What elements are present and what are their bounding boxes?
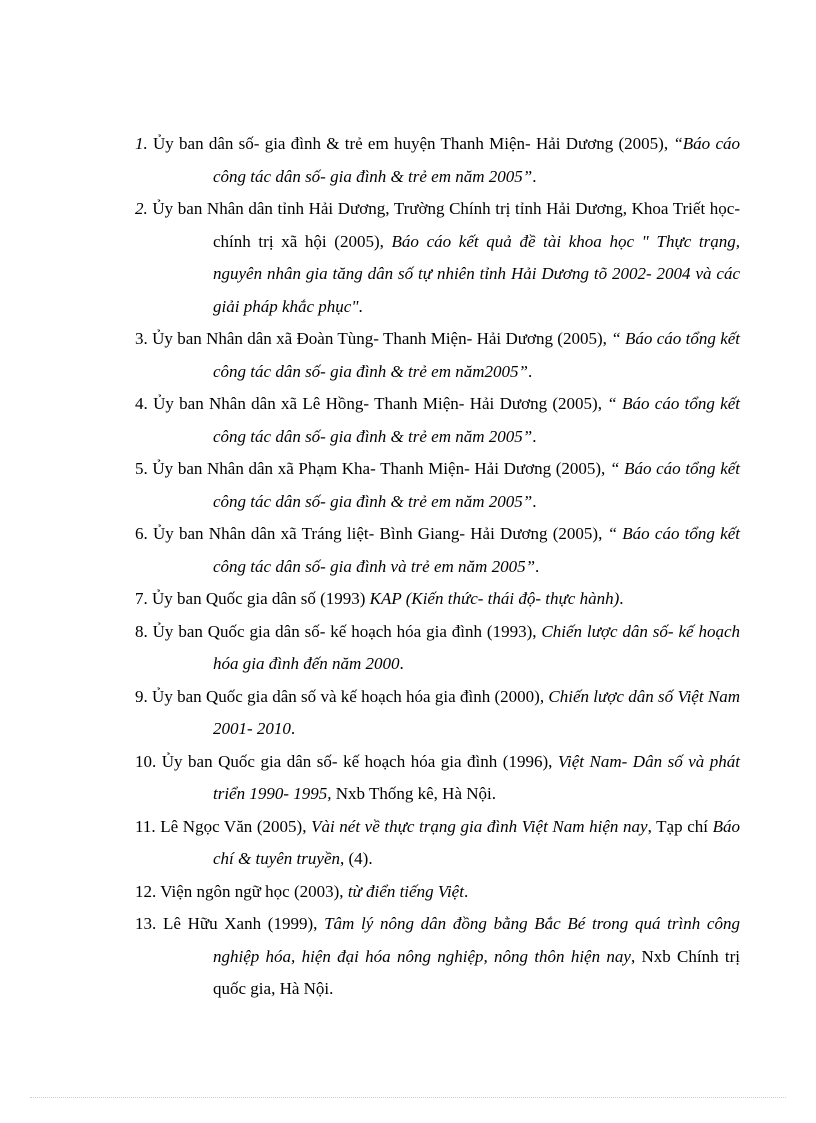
- reference-title-italic: Báo chí & tuyên truyền: [213, 816, 740, 868]
- reference-title-italic: “ Báo cáo tổng kết công tác dân số- gia đình & trẻ em năm2005”: [213, 329, 741, 381]
- reference-number: 1.: [135, 134, 148, 153]
- reference-text: .: [290, 719, 296, 738]
- reference-text: .: [463, 881, 469, 901]
- reference-number: 13.: [135, 914, 157, 933]
- reference-title-italic: “Báo cáo công tác dân số- gia đình & trẻ em năm 2005”: [213, 134, 740, 186]
- reference-item: [135, 908, 740, 1006]
- reference-text: Lê Ngọc Văn (2005),: [155, 816, 312, 836]
- reference-list: [135, 128, 740, 1006]
- reference-item: [135, 583, 740, 616]
- reference-text: Ủy ban Nhân dân xã Lê Hồng- Thanh Miện- Hải Dương (2005),: [147, 394, 608, 413]
- reference-item: [135, 453, 740, 518]
- reference-number: 7.: [135, 589, 148, 608]
- reference-text: Ủy ban Nhân dân xã Tráng liệt- Bình Giang- Hải Dương (2005),: [147, 524, 608, 543]
- reference-title-italic: Vài nét về thực trạng gia đình Việt Nam hiện nay: [311, 816, 648, 836]
- reference-title-italic: Báo cáo kết quả đề tài khoa học " Thực trạng, nguyên nhân gia tăng dân số tự nhiên tỉnh Hải Dương tõ 2002- 2004 và các giải pháp khắc phục": [213, 231, 741, 316]
- reference-text: Nxb Thống kê, Hà Nội.: [331, 784, 497, 803]
- reference-item: [135, 128, 740, 193]
- reference-text: .: [535, 556, 540, 576]
- reference-text: .: [532, 166, 537, 186]
- reference-item: [135, 811, 740, 876]
- reference-text: Ủy ban Quốc gia dân số- kế hoạch hóa gia đình (1993),: [147, 621, 542, 641]
- reference-text: .: [532, 426, 537, 446]
- reference-title-italic: “ Báo cáo tổng kết công tác dân số- gia đình và trẻ em năm 2005”: [213, 524, 740, 576]
- reference-item: [135, 746, 740, 811]
- reference-text: Ủy ban dân số- gia đình & trẻ em huyện Thanh Miện- Hải Dương (2005),: [147, 134, 674, 153]
- reference-title-italic: KAP (Kiến thức- thái độ- thực hành): [369, 589, 620, 608]
- reference-item: [135, 518, 740, 583]
- reference-number: 8.: [135, 621, 148, 641]
- reference-text: Ủy ban Quốc gia dân số và kế hoạch hóa gia đình (2000),: [147, 686, 549, 706]
- reference-item: [135, 388, 740, 453]
- reference-item: [135, 681, 740, 746]
- reference-text: , Nxb Chính trị quốc gia, Hà Nội.: [213, 946, 740, 998]
- reference-title-italic: “ Báo cáo tổng kết công tác dân số- gia đình & trẻ em năm 2005”: [213, 394, 741, 446]
- reference-item: [135, 616, 740, 681]
- reference-title-italic: “ Báo cáo tổng kết công tác dân số- gia đình & trẻ em năm 2005”: [213, 459, 741, 511]
- reference-number: 11.: [135, 816, 156, 836]
- reference-text: Ủy ban Nhân dân xã Đoàn Tùng- Thanh Miện- Hải Dương (2005),: [147, 329, 612, 348]
- reference-number: 9.: [135, 686, 148, 706]
- reference-text: Ủy ban Quốc gia dân số- kế hoạch hóa gia đình (1996),: [156, 751, 558, 771]
- reference-text: .: [619, 589, 624, 608]
- reference-item: [135, 876, 740, 909]
- reference-title-italic: Chiến lược dân số Việt Nam 2001- 2010: [213, 686, 740, 738]
- reference-text: .: [358, 296, 363, 316]
- reference-text: .: [399, 654, 404, 673]
- reference-number: 6.: [135, 524, 148, 543]
- reference-text: Ủy ban Quốc gia dân số (1993): [147, 589, 370, 608]
- reference-text: .: [532, 491, 537, 511]
- reference-text: Viện ngôn ngữ học (2003),: [156, 881, 348, 901]
- reference-title-italic: Chiến lược dân số- kế hoạch hóa gia đình đến năm 2000: [213, 621, 741, 673]
- page-bottom-divider: [30, 1097, 786, 1098]
- reference-number: 12.: [135, 881, 157, 901]
- reference-number: 4.: [135, 394, 148, 413]
- reference-text: Lê Hữu Xanh (1999),: [156, 914, 325, 933]
- reference-item: [135, 323, 740, 388]
- reference-number: 2.: [135, 199, 148, 218]
- reference-text: , Tạp chí: [647, 816, 713, 836]
- reference-title-italic: Tâm lý nông dân đồng bằng Bắc Bé trong quá trình công nghiệp hóa, hiện đại hóa nông nghiệp, nông thôn hiện nay: [213, 914, 740, 966]
- reference-number: 3.: [135, 329, 148, 348]
- reference-text: , (4).: [340, 849, 373, 868]
- reference-text: Ủy ban Nhân dân tỉnh Hải Dương, Trường Chính trị tỉnh Hải Dương, Khoa Triết học- chính trị xã hội (2005),: [147, 199, 740, 251]
- reference-title-italic: từ điển tiếng Việt: [347, 881, 464, 901]
- reference-number: 10.: [135, 751, 157, 771]
- reference-item: [135, 193, 740, 323]
- reference-title-italic: Việt Nam- Dân số và phát triển 1990- 1995,: [213, 751, 740, 803]
- reference-number: 5.: [135, 459, 148, 478]
- reference-text: Ủy ban Nhân dân xã Phạm Kha- Thanh Miện- Hải Dương (2005),: [147, 459, 610, 478]
- reference-text: .: [527, 361, 533, 381]
